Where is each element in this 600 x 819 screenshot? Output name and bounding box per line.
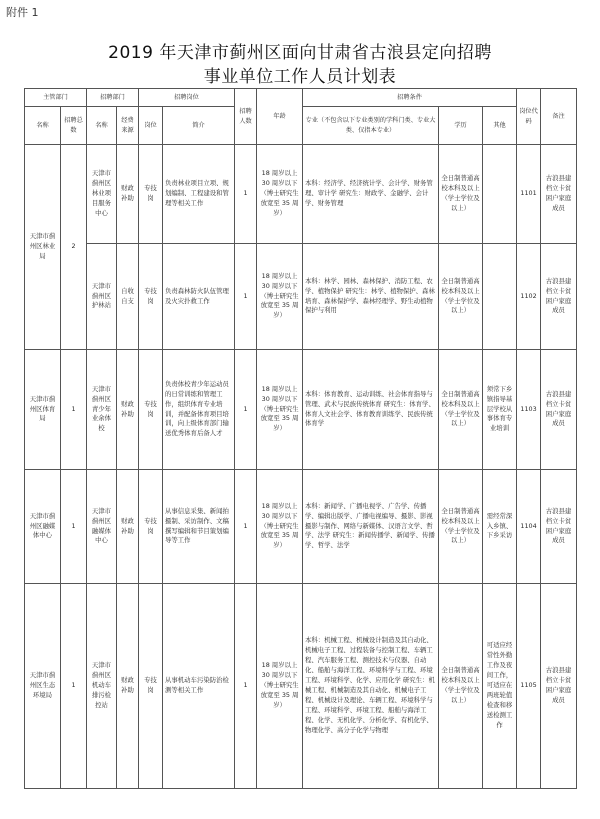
header-dept-total: 招聘总数	[61, 107, 87, 145]
age: 18 周岁以上 30 周岁以下（博士研究生放宽至 35 周岁）	[257, 145, 303, 244]
position-code: 1102	[517, 244, 541, 350]
header-code: 岗位代码	[517, 89, 541, 145]
other-requirements: 需经常深入乡镇、下乡采访	[483, 470, 517, 584]
table-row	[25, 145, 577, 244]
position-code: 1104	[517, 470, 541, 584]
other-requirements: 可适应经常性外勤工作及夜间工作，可适应在两班轮值检查和移送检测工作	[483, 584, 517, 789]
note: 古浪县建档立卡贫困户家庭成员	[541, 244, 577, 350]
dept-total: 1	[61, 470, 87, 584]
other-requirements: 须常下乡镇指导基层学校从事体育专业培训	[483, 350, 517, 470]
header-position: 招聘岗位	[139, 89, 235, 107]
table-row	[25, 244, 577, 350]
header-dept-name: 名称	[25, 107, 61, 145]
major: 本科：体育教育、运动训练、社会体育指导与管理、武术与民族传统体育 研究生：体育学、体育人文社会学、体育教育训练学、民族传统体育学	[303, 350, 439, 470]
header-unit-name: 名称	[87, 107, 117, 145]
funding: 财政补助	[117, 145, 139, 244]
age: 18 周岁以上 30 周岁以下（博士研究生放宽至 35 周岁）	[257, 350, 303, 470]
note: 古浪县建档立卡贫困户家庭成员	[541, 470, 577, 584]
group-header-row	[25, 89, 577, 107]
header-edu: 学历	[439, 107, 483, 145]
table-row	[25, 350, 577, 470]
header-major: 专业（不包含以下专业类别的学科门类、专业大类、仅指本专业）	[303, 107, 439, 145]
major: 本科：新闻学、广播电视学、广告学、传播学、编辑出版学、广播电视编导、摄影、影视摄影与制作、网络与新媒体、汉语言文学、哲学、法学 研究生：新闻传播学、新闻学、传播学、哲学、法学	[303, 470, 439, 584]
age: 18 周岁以上 30 周岁以下（博士研究生放宽至 35 周岁）	[257, 584, 303, 789]
recruitment-plan-table	[24, 88, 577, 789]
age: 18 周岁以上 30 周岁以下（博士研究生放宽至 35 周岁）	[257, 470, 303, 584]
major: 本科：机械工程、机械设计制造及其自动化、机械电子工程、过程装备与控制工程、车辆工程、汽车服务工程、测控技术与仪器、自动化、船舶与海洋工程、环境科学与工程、环境工程、环境科学、化学、应用化学 研究生：机械工程、机械制造及其自动化、机械电子工程、机械设计及理论、车辆工程、环境科学与工程、环境科学、环境工程、船舶与海洋工程、化学、无机化学、分析化学、有机化学、物理化学、高分子化学与物理	[303, 584, 439, 789]
duty: 负责林业项目立项、规划编制、工程建设和管理等相关工作	[163, 145, 235, 244]
major: 本科：经济学、经济统计学、会计学、财务管理、审计学 研究生：财政学、金融学、会计学、财务管理	[303, 145, 439, 244]
post: 专技岗	[139, 350, 163, 470]
unit-name: 天津市蓟州区融媒体中心	[87, 470, 117, 584]
attachment-label: 附件 1	[6, 6, 39, 19]
header-duty: 简介	[163, 107, 235, 145]
count: 1	[235, 145, 257, 244]
age: 18 周岁以上 30 周岁以下（博士研究生放宽至 35 周岁）	[257, 244, 303, 350]
unit-name: 天津市蓟州区林业项目服务中心	[87, 145, 117, 244]
funding: 财政补助	[117, 584, 139, 789]
education: 全日制普通高校本科及以上（学士学位及以上）	[439, 470, 483, 584]
position-code: 1103	[517, 350, 541, 470]
duty: 负责体校青少年运动员的日常训练和管理工作，组织体育专业培训，并配备体育项目培训，向上级体育部门输送优秀体育后备人才	[163, 350, 235, 470]
education: 全日制普通高校本科及以上（学士学位及以上）	[439, 350, 483, 470]
funding: 财政补助	[117, 350, 139, 470]
header-funding: 经费来源	[117, 107, 139, 145]
note: 古浪县建档立卡贫困户家庭成员	[541, 145, 577, 244]
unit-name: 天津市蓟州区机动车排污检控站	[87, 584, 117, 789]
duty: 负责森林防火队伍管理及火灾扑救工作	[163, 244, 235, 350]
dept-total: 2	[61, 145, 87, 350]
dept-name: 天津市蓟州区生态环境局	[25, 584, 61, 789]
major: 本科：林学、园林、森林保护、消防工程、农学、植物保护 研究生：林学、植物保护、森林培育、森林保护学、森林经理学、野生动植物保护与利用	[303, 244, 439, 350]
education: 全日制普通高校本科及以上（学士学位及以上）	[439, 584, 483, 789]
table-row	[25, 470, 577, 584]
note: 古浪县建档立卡贫困户家庭成员	[541, 350, 577, 470]
header-count: 招聘人数	[235, 89, 257, 145]
funding: 财政补助	[117, 470, 139, 584]
dept-name: 天津市蓟州区林业局	[25, 145, 61, 350]
count: 1	[235, 470, 257, 584]
position-code: 1101	[517, 145, 541, 244]
education: 全日制普通高校本科及以上（学士学位及以上）	[439, 145, 483, 244]
page-subtitle: 事业单位工作人员计划表	[203, 67, 397, 87]
duty: 从事机动车污染防治检测等相关工作	[163, 584, 235, 789]
count: 1	[235, 584, 257, 789]
post: 专技岗	[139, 244, 163, 350]
header-age: 年龄	[257, 89, 303, 145]
header-unit: 招聘部门	[87, 89, 139, 107]
dept-total: 1	[61, 584, 87, 789]
note: 古浪县建档立卡贫困户家庭成员	[541, 584, 577, 789]
dept-name: 天津市蓟州区融媒体中心	[25, 470, 61, 584]
table-row	[25, 584, 577, 789]
count: 1	[235, 350, 257, 470]
unit-name: 天津市蓟州区青少年业余体校	[87, 350, 117, 470]
header-note: 备注	[541, 89, 577, 145]
count: 1	[235, 244, 257, 350]
dept-name: 天津市蓟州区体育局	[25, 350, 61, 470]
other-requirements	[483, 145, 517, 244]
post: 专技岗	[139, 145, 163, 244]
post: 专技岗	[139, 584, 163, 789]
duty: 从事信息采集、新闻拍摄制、采访制作、文稿撰写编辑和节目策划编导等工作	[163, 470, 235, 584]
header-other: 其他	[483, 107, 517, 145]
education: 全日制普通高校本科及以上（学士学位及以上）	[439, 244, 483, 350]
funding: 自收自支	[117, 244, 139, 350]
position-code: 1105	[517, 584, 541, 789]
post: 专技岗	[139, 470, 163, 584]
header-conditions: 招聘条件	[303, 89, 517, 107]
header-post: 岗位	[139, 107, 163, 145]
other-requirements	[483, 244, 517, 350]
dept-total: 1	[61, 350, 87, 470]
unit-name: 天津市蓟州区护林站	[87, 244, 117, 350]
page-title: 2019 年天津市蓟州区面向甘肃省古浪县定向招聘	[108, 43, 492, 63]
header-dept: 主管部门	[25, 89, 87, 107]
